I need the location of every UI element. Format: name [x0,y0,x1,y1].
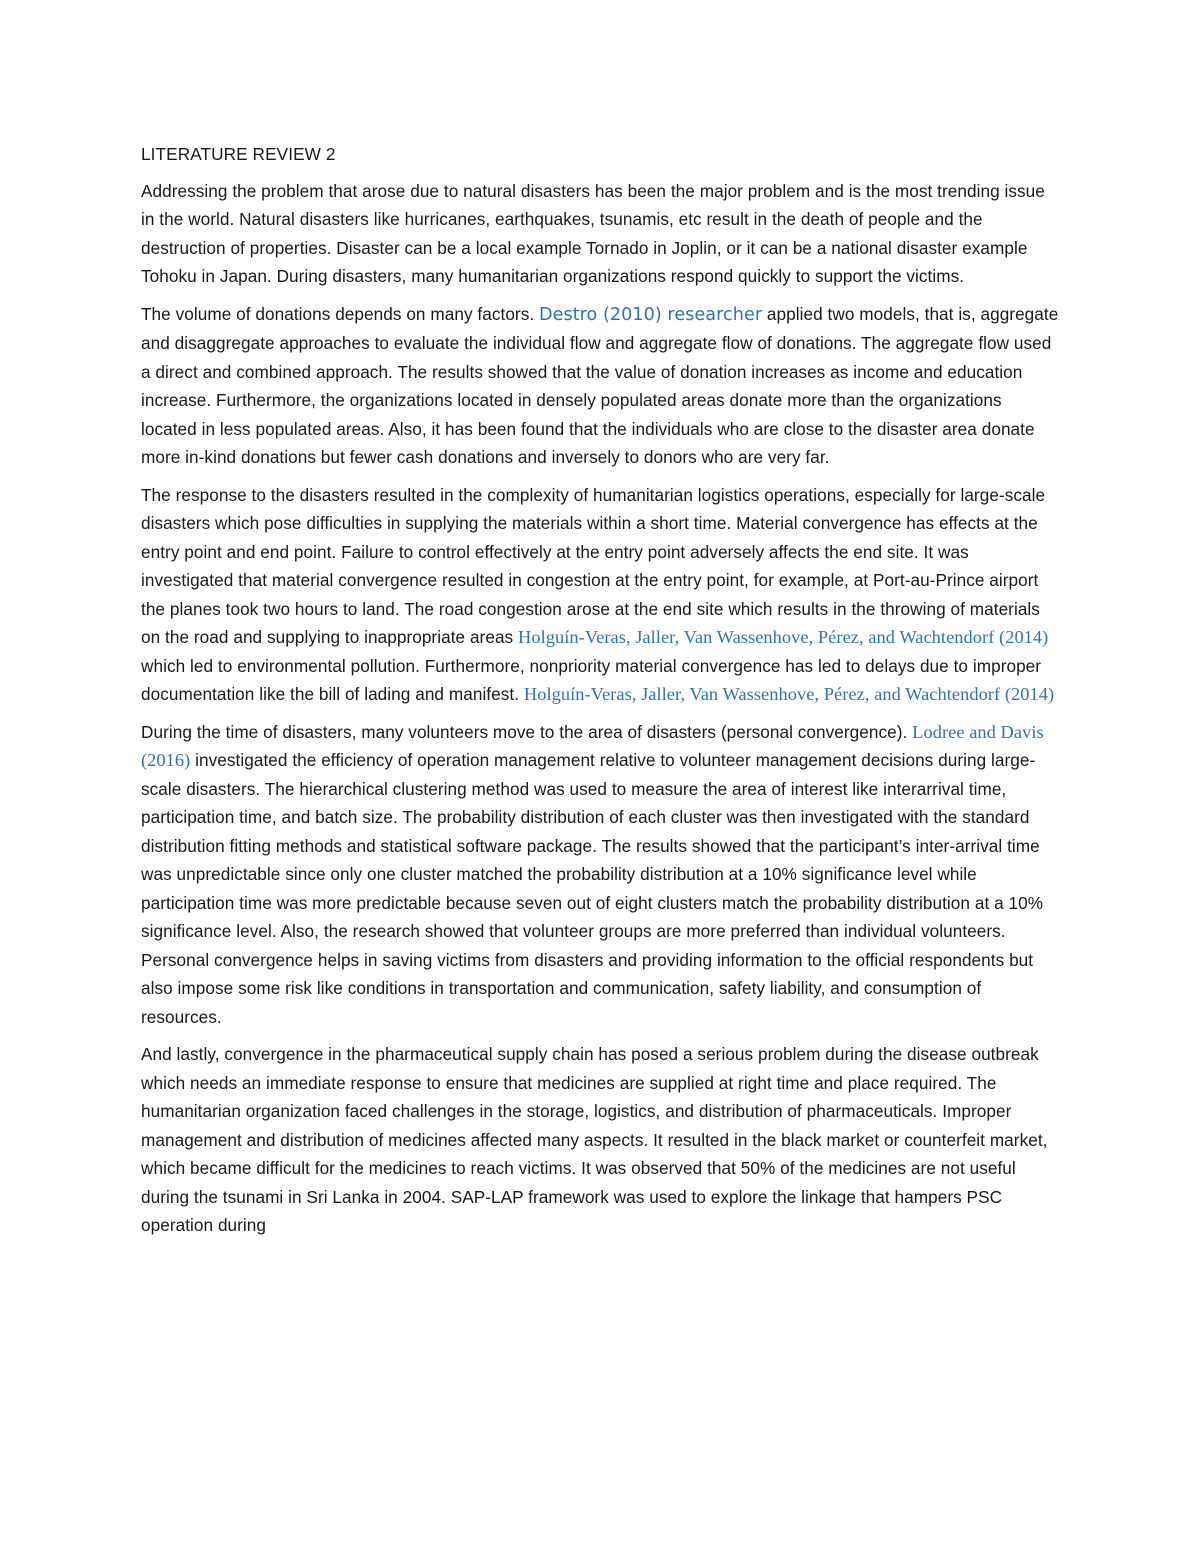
paragraph-material-text-2: which led to environmental pollution. Furthermore, nonpriority material convergence has led to delays due to improper documentation like the bill of lading and manifest. [141,655,1042,704]
citation-holguin-veras-1: Holguín-Veras, Jaller, Van Wassenhove, Pérez, and Wachtendorf (2014) [518,627,1049,647]
running-header: LITERATURE REVIEW 2 [141,144,336,164]
paragraph-donations [141,300,1059,472]
paragraph-personal-convergence [141,718,1059,1032]
citation-lodree-davis: Lodree and Davis (2016) [141,721,1044,770]
citation-destro: Destro (2010) researcher [539,304,763,325]
paragraph-donations-text-1: The volume of donations depends on many factors. [141,303,539,324]
paragraph-material-convergence [141,481,1059,709]
paragraph-personal-text-2: investigated the efficiency of operation management relative to volunteer management decisions during large-scale disasters. The hierarchical clustering method was used to measure the area of interest like interarrival time, participation time, and batch size. The probability distribution of each cluster was then investigated with the standard distribution fitting methods and statistical software package. The results showed that the participant’s inter-arrival time was unpredictable since only one cluster matched the probability distribution at a 10% significance level while participation time was more predictable because seven out of eight clusters match the probability distribution at a 10% significance level. Also, the research showed that volunteer groups are more preferred than individual volunteers. Personal convergence helps in saving victims from disasters and providing information to the official respondents but also impose some risk like conditions in transportation and communication, safety liability, and consumption of resources. [141,750,1044,1027]
paragraph-personal-text-1: During the time of disasters, many volunteers move to the area of disasters (personal convergence). [141,721,913,742]
paragraph-pharmaceutical-text: And lastly, convergence in the pharmaceutical supply chain has posed a serious problem during the disease outbreak which needs an immediate response to ensure that medicines are supplied at right time and place required. The humanitarian organization faced challenges in the storage, logistics, and distribution of pharmaceuticals. Improper management and distribution of medicines affected many aspects. It resulted in the black market or counterfeit market, which became difficult for the medicines to reach victims. It was observed that 50% of the medicines are not useful during the tsunami in Sri Lanka in 2004. SAP-LAP framework was used to explore the linkage that hampers PSC operation during [141,1044,1048,1235]
paragraph-donations-text-2: applied two models, that is, aggregate and disaggregate approaches to evaluate the individual flow and aggregate flow of donations. The aggregate flow used a direct and combined approach. The results showed that the value of donation increases as income and education increase. Furthermore, the organizations located in densely populated areas donate more than the organizations located in less populated areas. Also, it has been found that the individuals who are close to the disaster area donate more in-kind donations but fewer cash donations and inversely to donors who are very far. [141,303,1059,467]
paragraph-pharmaceutical [141,1040,1059,1240]
citation-holguin-veras-2: Holguín-Veras, Jaller, Van Wassenhove, Pérez, and Wachtendorf (2014) [523,684,1055,704]
paragraph-material-text-1: The response to the disasters resulted in the complexity of humanitarian logistics operations, especially for large-scale disasters which pose difficulties in supplying the materials within a short time. Material convergence has effects at the entry point and end point. Failure to control effectively at the entry point adversely affects the end site. It was investigated that material convergence resulted in congestion at the entry point, for example, at Port-au-Prince airport the planes took two hours to land. The road congestion arose at the end site which results in the throwing of materials on the road and supplying to inappropriate areas [141,484,1046,647]
paragraph-intro [141,177,1059,291]
paragraph-intro-text: Addressing the problem that arose due to natural disasters has been the major problem and is the most trending issue in the world. Natural disasters like hurricanes, earthquakes, tsunamis, etc result in the death of people and the destruction of properties. Disaster can be a local example Tornado in Joplin, or it can be a national disaster example Tohoku in Japan. During disasters, many humanitarian organizations respond quickly to support the victims. [141,180,1045,286]
document-page [141,140,1059,1249]
